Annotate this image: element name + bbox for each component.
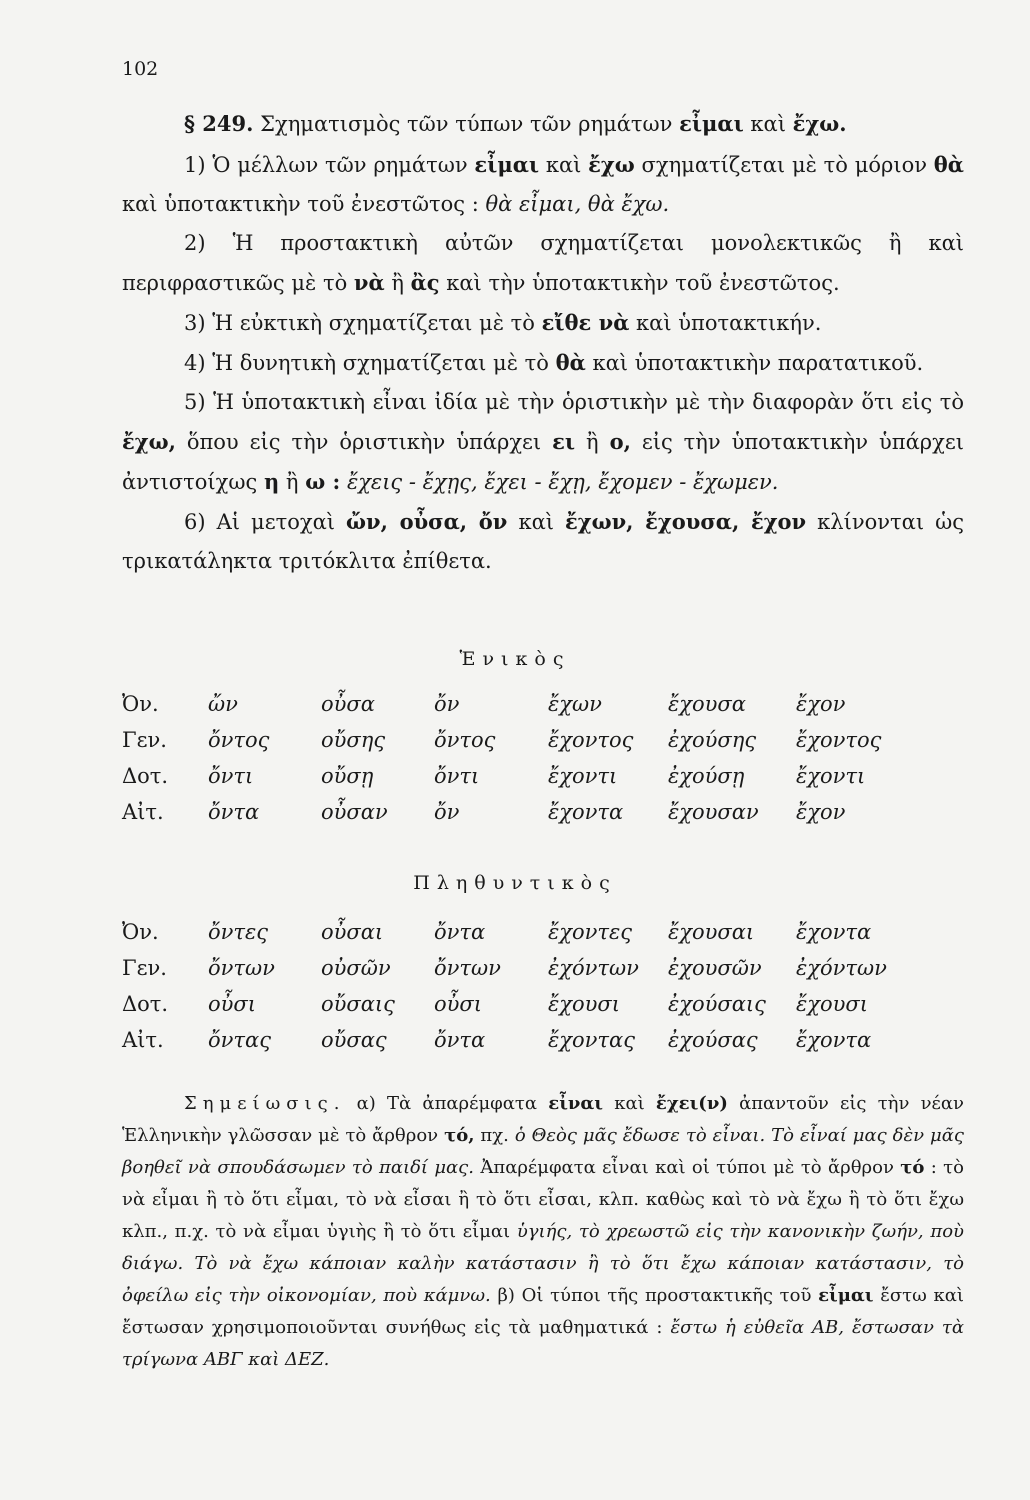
rule-number: 5) [184, 390, 206, 414]
rule-6 [122, 502, 964, 581]
table-row [122, 950, 887, 986]
form-cell: ὄντα [434, 920, 486, 944]
note-marker: β) [497, 1285, 515, 1306]
singular-heading: Ἑνικὸς [459, 648, 571, 670]
note-marker: α) [356, 1093, 376, 1114]
form-cell: ἔχουσαι [668, 920, 755, 944]
rule-bold: ἔχων, ἔχουσα, ἔχον [565, 509, 807, 534]
note-example: ὁ Θεὸς μᾶς ἔδωσε τὸ εἶναι. Τὸ εἶναί μας δὲν μᾶς βοηθεῖ νὰ σπουδάσωμεν τὸ παιδί μας. [122, 1125, 964, 1178]
form-cell: ὄντα [434, 1028, 486, 1052]
rule-number: 3) [184, 311, 206, 335]
rule-number: 4) [184, 351, 206, 375]
rule-text: καὶ ὑποτακτικήν. [636, 311, 822, 335]
form-cell: οὖσι [434, 992, 482, 1016]
form-cell: ἐχούσης [668, 728, 757, 752]
rule-bold: νὰ [353, 270, 385, 295]
rule-text: Ἡ ὑποτακτικὴ εἶναι ἰδία μὲ τὴν ὁριστικὴν μὲ τὴν διαφορὰν ὅτι εἰς τὸ [213, 390, 964, 414]
rule-number: 6) [184, 510, 206, 534]
form-cell: ἔχον [796, 800, 846, 824]
plural-heading: Πληθυντικὸς [413, 872, 617, 894]
rule-text: Αἱ μετοχαὶ [216, 510, 335, 534]
rule-bold: η [263, 469, 280, 494]
note-example: ἔστω ἡ εὐθεῖα ΑΒ, ἔστωσαν τὰ τρίγωνα ΑΒΓ καὶ ΔΕΖ. [122, 1317, 964, 1370]
form-cell: οὔσας [321, 1028, 387, 1052]
form-cell: ἔχουσι [796, 992, 868, 1016]
rule-text: σχηματίζεται μὲ τὸ μόριον [641, 153, 927, 177]
rule-bold: θὰ [555, 350, 586, 375]
rule-bold: ο, [609, 429, 631, 454]
form-cell: ἔχοντα [796, 1028, 872, 1052]
form-cell: ἐχόντων [796, 956, 887, 980]
form-cell: ἔχουσαν [668, 800, 759, 824]
form-cell: ἔχοντες [548, 920, 633, 944]
note-bold: τό [900, 1157, 925, 1178]
form-cell: ὤν [208, 692, 238, 716]
form-cell: οὖσα [321, 692, 375, 716]
rule-text: ἢ [285, 470, 299, 494]
case-label: Ὀν. [122, 920, 159, 944]
note-text: Ἀπαρέμφατα εἶναι καὶ οἱ τύποι μὲ τὸ ἄρθρον [480, 1157, 894, 1178]
note-text: : τὸ νὰ εἶμαι ἢ τὸ ὅτι εἶμαι, τὸ νὰ εἶσαι ἢ τὸ ὅτι εἶσαι, κλπ. καθὼς καὶ τὸ νὰ ἔχω ἢ τὸ ὅτι ἔχω κλπ., π.χ. τὸ νὰ εἶμαι ὑγιὴς ἢ τὸ ὅτι εἶμαι [122, 1157, 964, 1242]
rule-5 [122, 383, 964, 502]
note-text: καὶ [614, 1093, 645, 1114]
form-cell: ὄντι [208, 764, 254, 788]
rule-text: κλίνονται ὡς τρικατάληκτα τριτόκλιτα ἐπίθετα. [122, 510, 964, 573]
form-cell: ἔχοντι [796, 764, 866, 788]
form-cell: οὖσι [208, 992, 256, 1016]
form-cell: ὄντος [434, 728, 496, 752]
case-label: Δοτ. [122, 764, 169, 788]
case-label: Γεν. [122, 956, 167, 980]
form-cell: ἔχοντος [548, 728, 634, 752]
rule-number: 1) [184, 153, 206, 177]
form-cell: οὐσῶν [321, 956, 391, 980]
table-row [122, 986, 887, 1022]
rule-text: Ἡ προστακτικὴ αὐτῶν σχηματίζεται μονολεκτικῶς ἢ καὶ περιφραστικῶς μὲ τὸ [122, 231, 964, 295]
form-cell: ὄντος [208, 728, 270, 752]
table-row [122, 794, 881, 830]
section-verb-echo: ἔχω. [792, 111, 847, 136]
form-cell: ἐχουσῶν [668, 956, 762, 980]
rule-number: 2) [184, 231, 206, 255]
singular-table [122, 686, 881, 830]
rule-2 [122, 224, 964, 303]
note-block [122, 1088, 964, 1376]
section-heading [122, 104, 964, 144]
rule-text: ὅπου εἰς τὴν ὁριστικὴν ὑπάρχει [186, 430, 542, 454]
note-example: ὑγιής, τὸ χρεωστῶ εἰς τὴν κανονικὴν ζωήν, ποὺ διάγω. Τὸ νὰ ἔχω κάποιαν καλὴν κατάστασιν ἢ τὸ ὅτι ἔχω κάποιαν κατάστασιν, τὸ ὀφείλω εἰς τὴν οἰκονομίαν, ποὺ κάμνω. [122, 1221, 964, 1306]
form-cell: ἐχόντων [548, 956, 639, 980]
note-bold: ἔχει(ν) [655, 1093, 728, 1114]
note-bold: εἶναι [548, 1093, 603, 1114]
rule-text: ἢ [586, 430, 599, 454]
case-label: Αἰτ. [122, 1028, 164, 1052]
form-cell: ἔχουσα [668, 692, 746, 716]
rule-text: εἰς τὴν ὑποτακτικὴν ὑπάρχει ἀντιστοίχως [122, 430, 964, 494]
note-text: πχ. [480, 1125, 509, 1146]
section-and: καὶ [750, 112, 786, 136]
rules-text [122, 145, 964, 581]
form-cell: ὄντες [208, 920, 269, 944]
case-label: Γεν. [122, 728, 167, 752]
rule-text: ἢ [391, 271, 404, 295]
table-row [122, 1022, 887, 1058]
form-cell: ἐχούσας [668, 1028, 758, 1052]
form-cell: ἔχοντι [548, 764, 618, 788]
section-title-text: Σχηματισμὸς τῶν τύπων τῶν ρημάτων [260, 112, 673, 136]
case-label: Δοτ. [122, 992, 169, 1016]
note-bold: τό, [444, 1125, 475, 1146]
form-cell: ἐχούσῃ [668, 764, 745, 788]
section-number: § 249. [184, 111, 254, 136]
rule-bold: ἔχω [588, 152, 635, 177]
form-cell: ὄντι [434, 764, 480, 788]
form-cell: ἔχων [548, 692, 602, 716]
table-row [122, 914, 887, 950]
rule-text: Ἡ δυνητικὴ σχηματίζεται μὲ τὸ [212, 351, 549, 375]
note-text: Οἱ τύποι τῆς προστακτικῆς τοῦ [521, 1285, 812, 1306]
form-cell: οὖσαι [321, 920, 384, 944]
rule-bold: ἂς [410, 270, 440, 295]
note-text: ἀπαντοῦν εἰς τὴν νέαν Ἑλληνικὴν γλῶσσαν μὲ τὸ ἄρθρον [122, 1093, 964, 1146]
form-cell: ὄντων [434, 956, 501, 980]
rule-bold: ω : [305, 469, 341, 494]
rule-text: Ὁ μέλλων τῶν ρημάτων [212, 153, 468, 177]
form-cell: ἔχοντα [548, 800, 624, 824]
section-verb-eimai: εἶμαι [679, 111, 744, 136]
note-label: Σημείωσις. [184, 1093, 346, 1114]
form-cell: ἐχούσαις [668, 992, 766, 1016]
form-cell: ἔχοντας [548, 1028, 635, 1052]
form-cell: ὄν [434, 800, 460, 824]
form-cell: οὔσῃ [321, 764, 374, 788]
table-row [122, 722, 881, 758]
note-text: Τὰ ἀπαρέμφατα [387, 1093, 538, 1114]
rule-1 [122, 145, 964, 224]
note-text: ἔστω καὶ ἔστωσαν χρησιμοποιοῦνται συνήθως εἰς τὰ μαθηματικά : [122, 1285, 964, 1338]
rule-bold: ει [552, 429, 576, 454]
note-bold: εἶμαι [818, 1285, 874, 1306]
rule-text: καὶ τὴν ὑποτακτικὴν τοῦ ἐνεστῶτος. [446, 271, 840, 295]
rule-bold: εἴθε νὰ [541, 310, 630, 335]
rule-3 [122, 303, 964, 343]
form-cell: ἔχοντα [796, 920, 872, 944]
rule-bold: ὤν, οὖσα, ὄν [346, 509, 508, 534]
form-cell: οὔσης [321, 728, 386, 752]
rule-example: ἔχεις - ἔχῃς, ἔχει - ἔχῃ, ἔχομεν - ἔχωμεν. [346, 470, 779, 494]
form-cell: οὖσαν [321, 800, 388, 824]
case-label: Ὀν. [122, 692, 159, 716]
table-row [122, 686, 881, 722]
rule-text: καὶ ὑποτακτικὴν τοῦ ἐνεστῶτος : [122, 192, 479, 216]
form-cell: οὔσαις [321, 992, 395, 1016]
rule-text: καὶ [518, 510, 554, 534]
table-row [122, 758, 881, 794]
rule-example: θὰ εἶμαι, θὰ ἔχω. [485, 192, 670, 216]
rule-4 [122, 343, 964, 383]
form-cell: ὄντας [208, 1028, 271, 1052]
form-cell: ἔχουσι [548, 992, 620, 1016]
note-paragraph [122, 1088, 964, 1376]
form-cell: ἔχον [796, 692, 846, 716]
rule-text: καὶ [545, 153, 582, 177]
form-cell: ὄντων [208, 956, 275, 980]
rule-bold: εἶμαι [474, 152, 540, 177]
rule-text: καὶ ὑποτακτικὴν παρατατικοῦ. [592, 351, 924, 375]
rule-bold: ἔχω, [122, 429, 176, 454]
form-cell: ὄν [434, 692, 460, 716]
case-label: Αἰτ. [122, 800, 164, 824]
rule-text: Ἡ εὐκτικὴ σχηματίζεται μὲ τὸ [212, 311, 535, 335]
plural-table [122, 914, 887, 1058]
page-number: 102 [122, 58, 159, 80]
form-cell: ὄντα [208, 800, 260, 824]
form-cell: ἔχοντος [796, 728, 882, 752]
rule-bold: θὰ [933, 152, 964, 177]
